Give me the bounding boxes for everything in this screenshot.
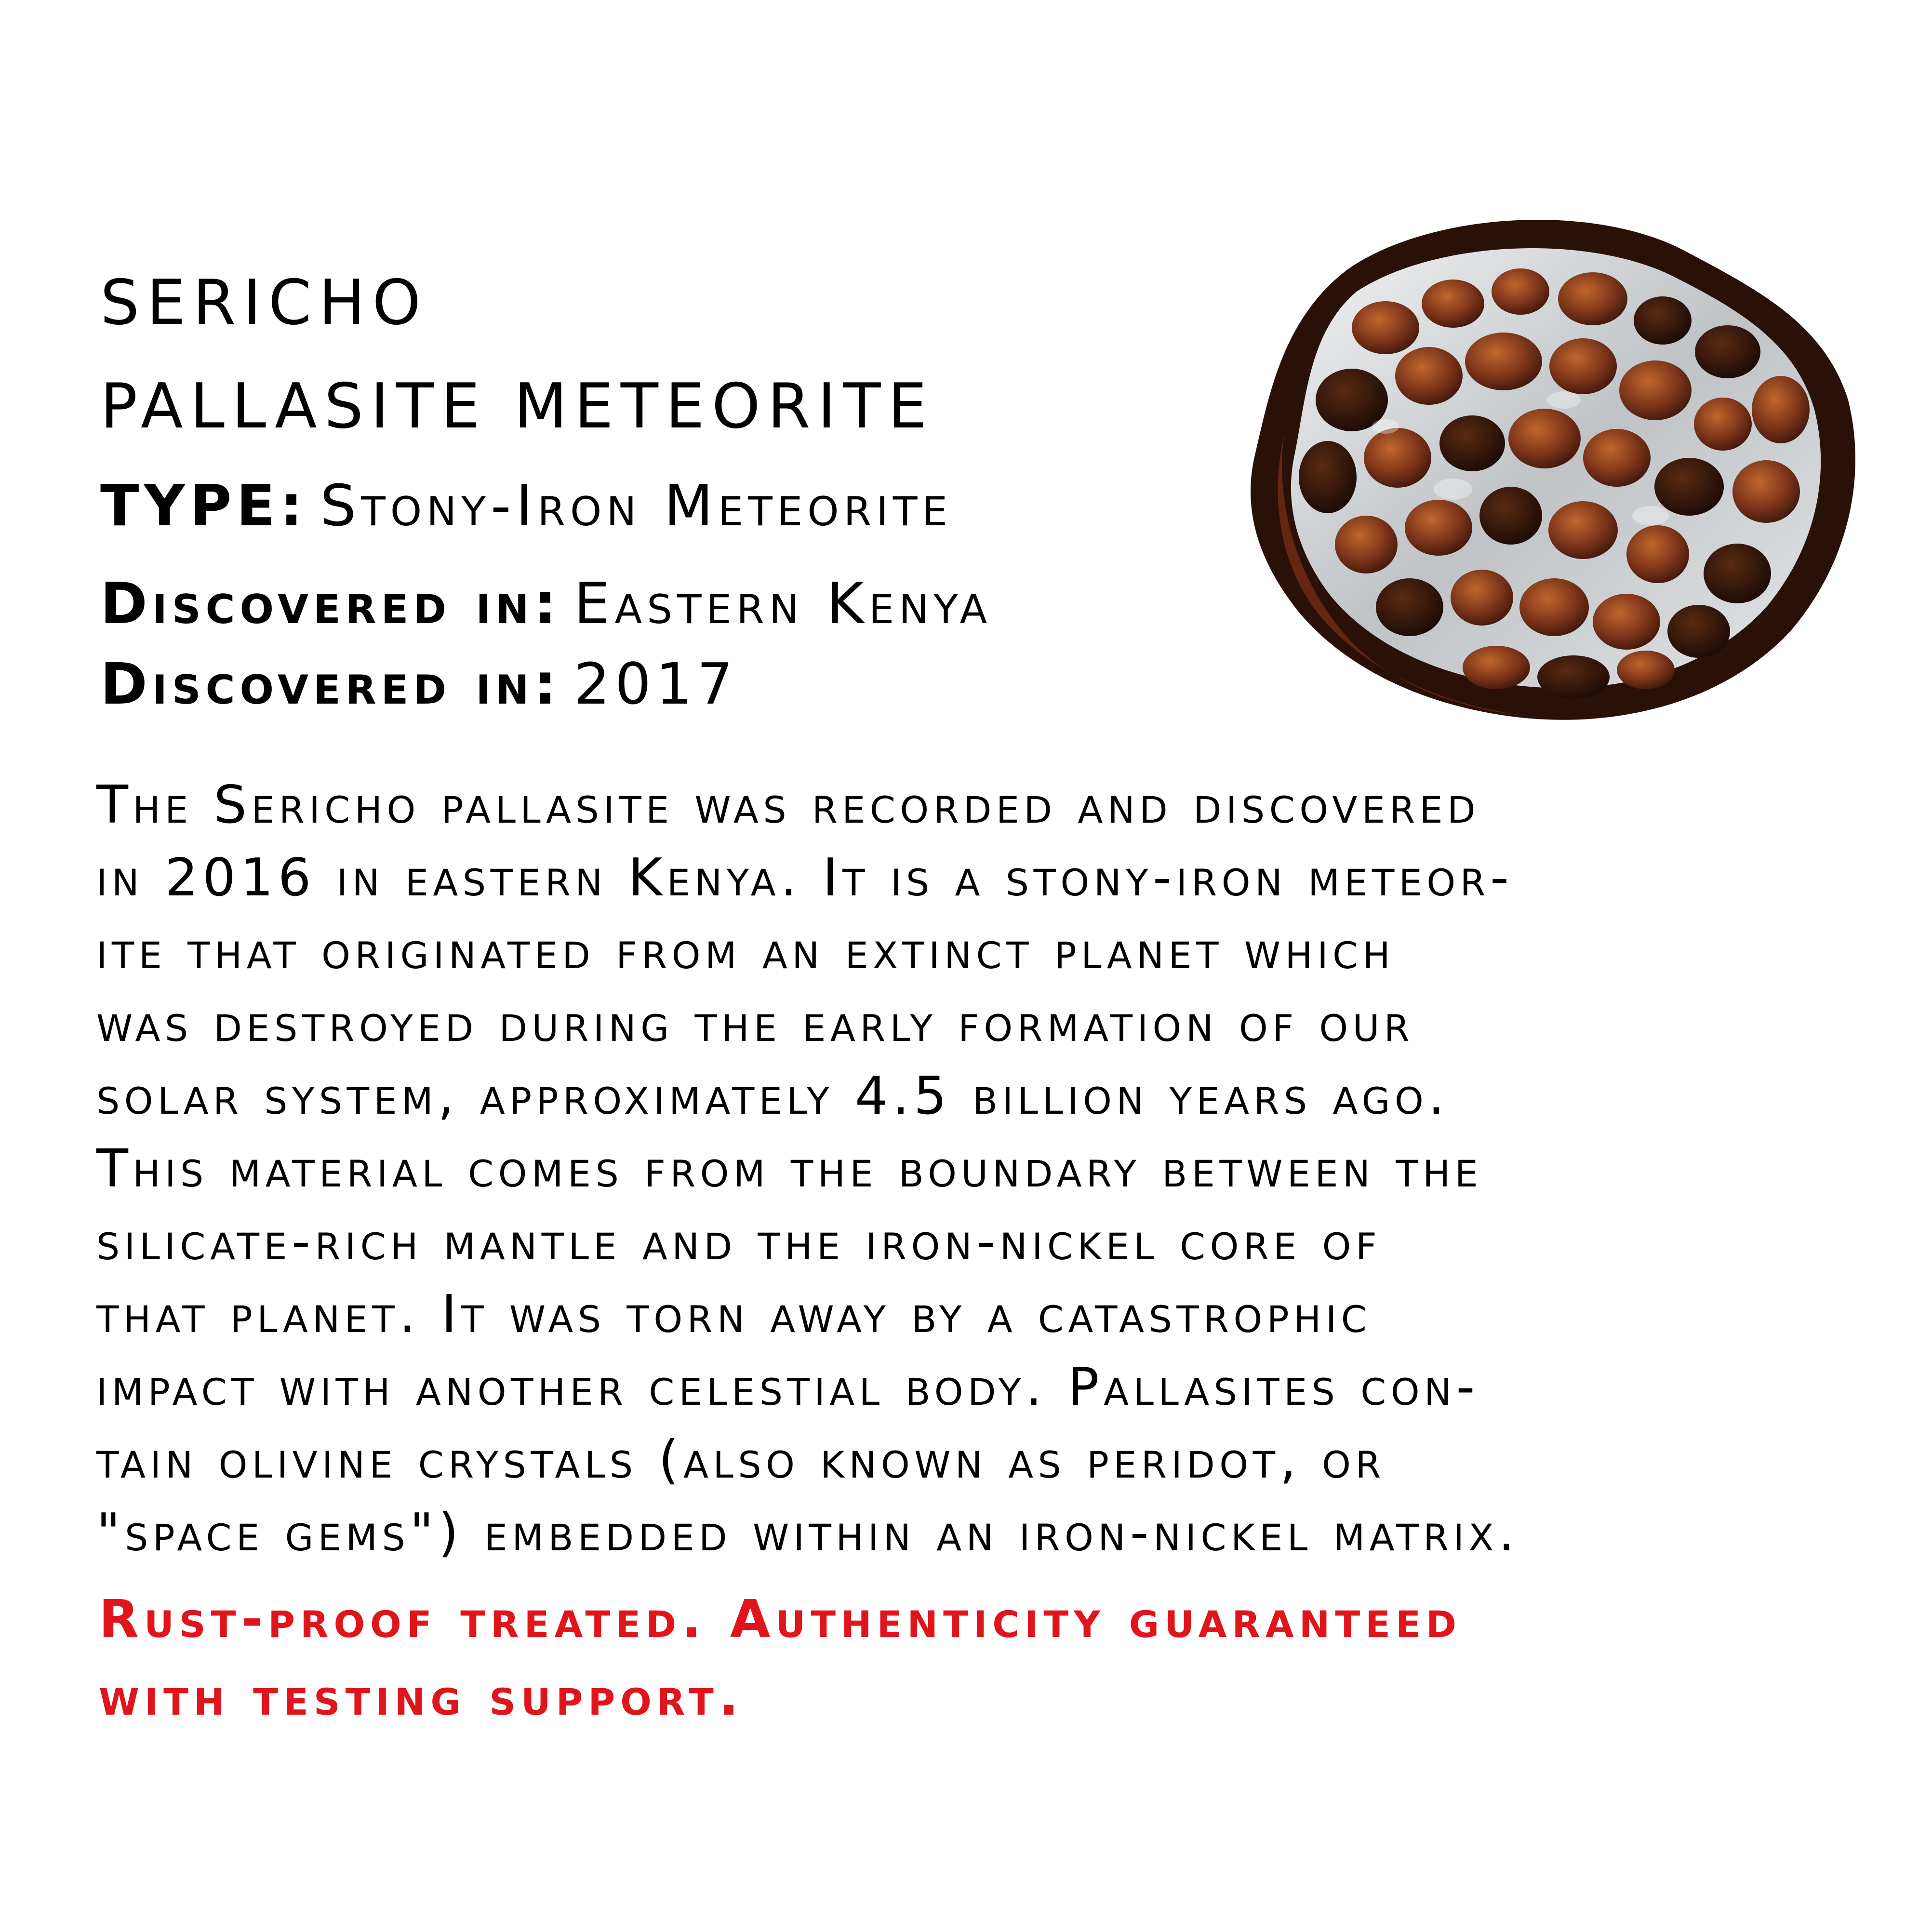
spec-year: [100, 651, 738, 717]
spec-place-value: Eastern Kenya: [573, 570, 992, 637]
spec-type-value: Stony-Iron Meteorite: [320, 472, 952, 539]
spec-type-label: TYPE:: [100, 472, 308, 539]
guarantee-notice: Rust-proof treated. Authenticity guaranteed with testing support.: [99, 1589, 1462, 1727]
spec-place-label: Discovered in:: [100, 570, 561, 637]
title-line-1: SERICHO: [100, 267, 428, 339]
spec-type: [100, 472, 952, 539]
spec-year-label: Discovered in:: [100, 651, 561, 717]
spec-year-value: 2017: [573, 651, 738, 717]
description-paragraph: The Sericho pallasite was recorded and discovered in 2016 in eastern Kenya. It is a stony-iron meteor- ite that originated from an extinct planet which was destroyed during the early formation of our solar system, approximately 4.5 billion years ago. This material comes from the boundary between the silicate-rich mantle and the iron-nickel core of that planet. It was torn away by a catastrophic impact with another celestial body. Pallasites con- tain olivine crystals (also known as peridot, or "space gems") embedded within an iron-nickel matrix.: [96, 775, 1519, 1563]
meteorite-slice-image: [1226, 207, 1867, 725]
spec-place: [100, 570, 992, 637]
title-line-2: PALLASITE METEORITE: [100, 371, 934, 442]
